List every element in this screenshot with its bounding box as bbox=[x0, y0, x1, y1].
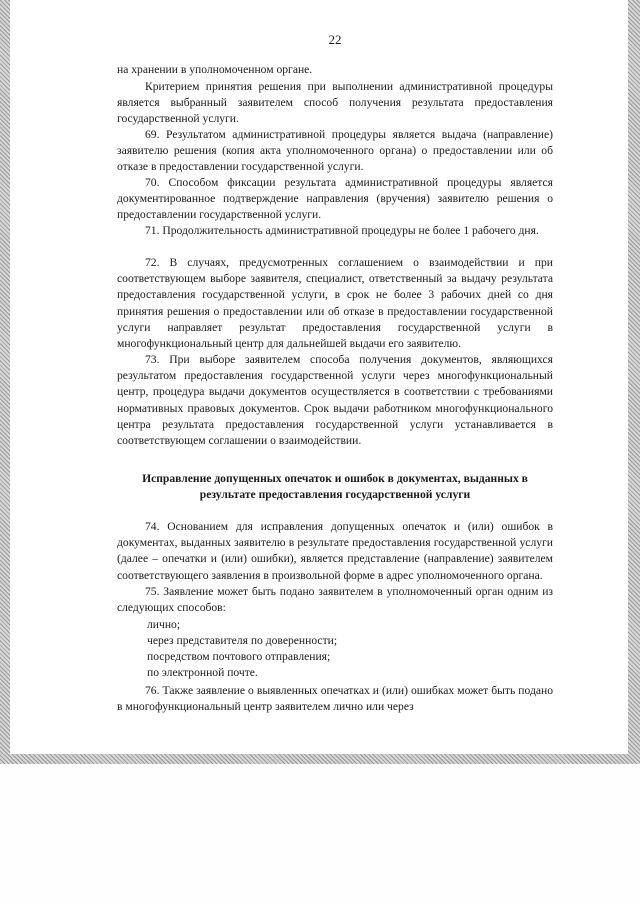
paragraph-69: 69. Результатом административной процедуры является выдача (направление) заявителю решения (копия акта уполномоченного органа) о предоставлении или об отказе в предоставлении государственной услуги. bbox=[117, 128, 553, 174]
method-representative: через представителя по доверенности; bbox=[147, 634, 338, 647]
method-post: посредством почтового отправления; bbox=[147, 650, 331, 663]
paragraph-74: 74. Основанием для исправления допущенных опечаток и (или) ошибок в документах, выданных заявителю в результате предоставления государственной услуги (далее – опечатки и (или) ошибки), является представление (направление) заявителем соответствующего заявления в произвольной форме в адрес уполномоченного органа. bbox=[117, 520, 553, 582]
paragraph-continuation: на хранении в уполномоченном органе. bbox=[117, 63, 313, 76]
paragraph-75: 75. Заявление может быть подано заявителем в уполномоченный орган одним из следующих способов: bbox=[117, 585, 553, 615]
blank-area bbox=[0, 764, 640, 905]
paragraph-70: 70. Способом фиксации результата административной процедуры является документированное подтверждение направления (вручения) заявителю решения о предоставлении государственной услуги. bbox=[117, 176, 553, 222]
paragraph-76: 76. Также заявление о выявленных опечатках и (или) ошибках может быть подано в многофункциональный центр заявителем лично или через bbox=[117, 684, 553, 714]
scan-edge-bottom bbox=[0, 754, 640, 764]
scan-edge-right bbox=[628, 0, 640, 760]
method-in-person: лично; bbox=[147, 618, 181, 631]
method-email: по электронной почте. bbox=[147, 666, 258, 679]
scan-edge-left bbox=[0, 0, 10, 760]
paragraph-73: 73. При выборе заявителем способа получения документов, являющихся результатом предоставления государственной услуги через многофункциональный центр, процедура выдачи документов осуществляется в соответствии с требованиями нормативных правовых документов. Срок выдачи работником многофункционального центра результата предоставления государственной услуги устанавливается в соответствующем соглашении о взаимодействии. bbox=[117, 353, 553, 448]
section-heading: Исправление допущенных опечаток и ошибок в документах, выданных в результате предоставления государственной услуги bbox=[142, 472, 528, 501]
paragraph-72: 72. В случаях, предусмотренных соглашением о взаимодействии и при соответствующем выборе заявителя, специалист, ответственный за выдачу результата предоставления государственной услуги, в срок не более 3 рабочих дней со дня принятия решения о предоставлении или об отказе в предоставлении государственной услуги направляет результат предоставления государственной услуги в многофункциональный центр для дальнейшей выдачи его заявителю. bbox=[117, 256, 553, 351]
paragraph-criterion: Критерием принятия решения при выполнении административной процедуры является выбранный заявителем способ получения результата предоставления государственной услуги. bbox=[117, 80, 553, 126]
paragraph-71: 71. Продолжительность административной процедуры не более 1 рабочего дня. bbox=[145, 224, 539, 237]
page-number: 22 bbox=[328, 32, 342, 47]
